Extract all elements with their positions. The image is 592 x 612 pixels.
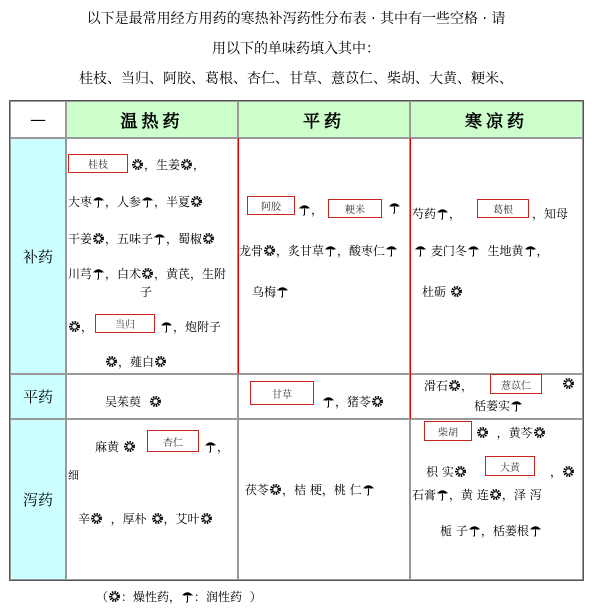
herb-text: ， xyxy=(550,463,575,480)
fill-box[interactable]: 大黄 xyxy=(485,456,535,476)
gear-icon xyxy=(154,355,167,368)
gear-icon xyxy=(105,355,118,368)
umbrella-icon xyxy=(160,320,173,333)
herb-text: 乌梅 xyxy=(252,283,289,300)
fill-box[interactable]: 甘草 xyxy=(250,381,314,405)
herb-text: ，薤白 xyxy=(105,353,167,370)
umbrella-icon xyxy=(92,195,105,208)
umbrella-icon xyxy=(524,244,537,257)
umbrella-icon xyxy=(92,267,105,280)
herb-table xyxy=(9,100,584,581)
gear-icon xyxy=(562,465,575,478)
fill-box[interactable]: 柴胡 xyxy=(424,421,472,441)
herb-text: 栀 子 ，栝蒌根 xyxy=(440,522,542,539)
herb-text: 子 xyxy=(140,285,153,299)
intro-line-3: 桂枝、当归、阿胶、葛根、杏仁、甘草、薏苡仁、柴胡、大黄、粳米、 xyxy=(79,71,513,87)
herb-text: 枳 实 xyxy=(426,463,467,480)
umbrella-icon xyxy=(529,524,542,537)
herb-text: 麦门冬 生地黄 ， xyxy=(414,242,549,259)
herb-text: 茯苓 ，桔 梗，桃 仁 xyxy=(245,481,375,498)
gear-icon xyxy=(263,244,276,257)
herb-text: 杜砺 xyxy=(422,283,463,300)
gear-icon xyxy=(190,195,203,208)
col-header-neutral: 平药 xyxy=(238,101,410,138)
herb-text: ，生姜 ， xyxy=(131,156,205,173)
umbrella-icon xyxy=(298,203,311,216)
gear-icon xyxy=(108,590,121,603)
herb-text: ，黄芩 xyxy=(476,424,546,441)
herb-text: 石膏 ，黄 连 ，泽 泻 xyxy=(412,488,542,502)
fill-box[interactable]: 当归 xyxy=(95,314,155,333)
gear-icon xyxy=(68,320,81,333)
umbrella-icon xyxy=(436,488,449,501)
row-header-neutral: 平药 xyxy=(10,374,66,419)
umbrella-icon xyxy=(436,207,449,220)
gear-icon xyxy=(90,512,103,525)
gear-icon xyxy=(489,488,502,501)
herb-text: ，猪苓 xyxy=(322,393,384,410)
herb-text: 川芎 ，白术 ，黄芪，生附 xyxy=(68,267,227,281)
gear-icon xyxy=(269,483,282,496)
gear-icon xyxy=(131,158,144,171)
herb-text: 吴茱萸 xyxy=(105,393,162,410)
intro-line-1: 以下是最常用经方用药的寒热补泻药性分布表 · 其中有一些空格 · 请 xyxy=(86,11,506,27)
gear-icon xyxy=(454,465,467,478)
herb-text: 滑石 ， xyxy=(424,379,474,393)
umbrella-icon xyxy=(276,285,289,298)
fill-box[interactable]: 薏苡仁 xyxy=(490,374,542,394)
umbrella-icon xyxy=(204,440,217,453)
red-divider xyxy=(410,138,411,419)
gear-icon xyxy=(92,232,105,245)
gear-icon xyxy=(200,512,213,525)
herb-text: 细 xyxy=(68,469,79,482)
gear-icon xyxy=(123,440,136,453)
herb-text: 龙骨 ，炙甘草 ，酸枣仁 xyxy=(239,242,398,259)
herb-text: 干姜 ，五味子 ，蜀椒 xyxy=(68,230,215,247)
umbrella-icon xyxy=(141,195,154,208)
row-header-purge: 泻药 xyxy=(10,419,66,580)
umbrella-icon xyxy=(388,201,401,214)
herb-text: 芍药 ， xyxy=(412,207,462,221)
fill-box[interactable]: 阿胶 xyxy=(247,196,295,215)
umbrella-icon xyxy=(322,395,335,408)
herb-text xyxy=(388,201,401,215)
gear-icon xyxy=(202,232,215,245)
gear-icon xyxy=(533,426,546,439)
herb-text: ，知母 xyxy=(532,207,569,221)
herb-text xyxy=(562,377,575,391)
herb-text: 麻黄 xyxy=(95,438,136,455)
fill-box[interactable]: 葛根 xyxy=(477,199,529,218)
legend: （ ：燥性药， ：润性药 ） xyxy=(96,590,262,604)
row-header-tonify: 补药 xyxy=(10,138,66,374)
umbrella-icon xyxy=(468,524,481,537)
gear-icon xyxy=(151,512,164,525)
gear-icon xyxy=(450,285,463,298)
divider xyxy=(238,419,239,580)
fill-box[interactable]: 杏仁 xyxy=(147,430,199,452)
fill-box[interactable]: 粳米 xyxy=(328,199,382,218)
fill-box[interactable]: 桂枝 xyxy=(68,154,128,173)
herb-text: ，炮附子 xyxy=(160,318,221,335)
intro-line-2: 用以下的单味药填入其中： xyxy=(212,41,380,57)
cell-purge-neutral xyxy=(238,419,410,580)
herb-text: 栝蒌实 xyxy=(474,397,523,414)
umbrella-icon xyxy=(385,244,398,257)
umbrella-icon xyxy=(510,399,523,412)
cell-tonify-warm xyxy=(66,138,238,374)
umbrella-icon xyxy=(467,244,480,257)
herb-text: 大枣 ，人参 ，半夏 xyxy=(68,193,203,210)
gear-icon xyxy=(562,377,575,390)
herb-text: ， xyxy=(204,438,229,455)
corner-cell: — xyxy=(10,101,66,138)
herb-text: ， xyxy=(68,318,93,335)
gear-icon xyxy=(141,267,154,280)
herb-text: ， xyxy=(298,201,323,218)
col-header-cold: 寒凉药 xyxy=(410,101,583,138)
umbrella-icon xyxy=(153,232,166,245)
umbrella-icon xyxy=(181,590,194,603)
umbrella-icon xyxy=(362,483,375,496)
col-header-warm: 温热药 xyxy=(66,101,238,138)
gear-icon xyxy=(180,158,193,171)
gear-icon xyxy=(371,395,384,408)
umbrella-icon xyxy=(324,244,337,257)
herb-text: 辛 ，厚朴 ，艾叶 xyxy=(78,510,213,527)
umbrella-icon xyxy=(414,244,427,257)
gear-icon xyxy=(448,379,461,392)
gear-icon xyxy=(149,395,162,408)
gear-icon xyxy=(476,426,489,439)
